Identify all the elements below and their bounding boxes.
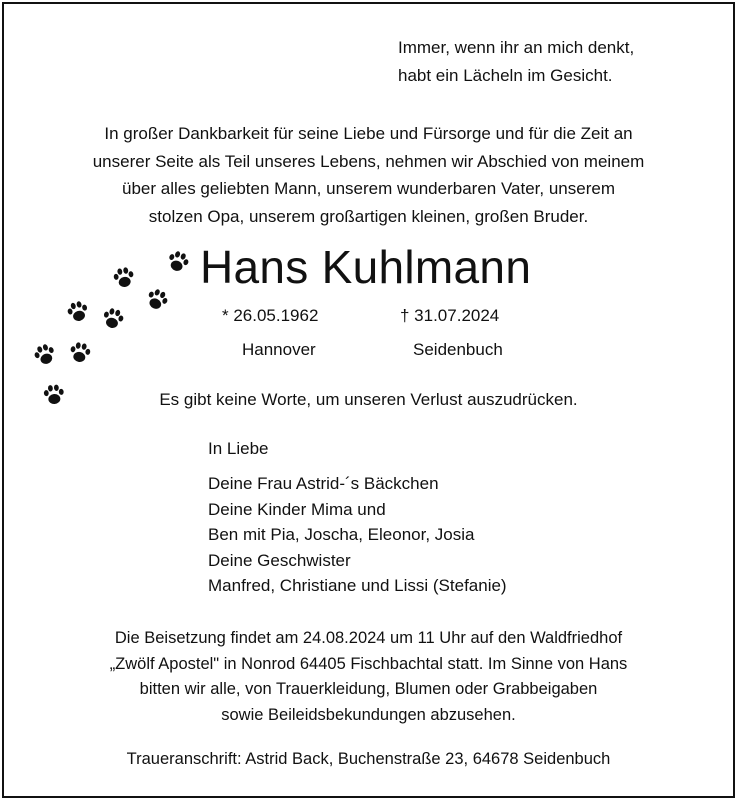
family-line: Deine Kinder Mima und	[208, 499, 386, 519]
mourning-address: Traueranschrift: Astrid Back, Buchenstraße 23, 64678 Seidenbuch	[126, 750, 611, 768]
in-love-label: In Liebe	[208, 439, 269, 458]
paw-print-icon	[98, 304, 127, 333]
motto-line: habt ein Lächeln im Gesicht.	[398, 66, 613, 85]
funeral-line: bitten wir alle, von Trauerkleidung, Blumen oder Grabbeigaben	[139, 680, 598, 698]
death-place: Seidenbuch	[413, 340, 503, 359]
intro-text	[24, 120, 713, 230]
paw-print-icon	[30, 340, 61, 371]
intro-line: stolzen Opa, unserem großartigen kleinen, großen Bruder.	[148, 206, 589, 226]
paw-print-icon	[66, 339, 94, 367]
paw-print-icon	[110, 264, 138, 292]
paw-print-icon	[63, 297, 92, 326]
intro-line: In großer Dankbarkeit für seine Liebe und Fürsorge und für die Zeit an	[104, 124, 633, 143]
funeral-line: sowie Beileidsbekundungen abzusehen.	[221, 705, 516, 724]
death-date: † 31.07.2024	[400, 306, 500, 325]
birth-date: * 26.05.1962	[222, 306, 319, 325]
family-line: Deine Geschwister	[208, 550, 351, 570]
paw-print-icon	[141, 284, 173, 316]
family-line: Deine Frau Astrid-´s Bäckchen	[208, 474, 439, 493]
family-list	[208, 471, 507, 599]
family-line: Manfred, Christiane und Lissi (Stefanie)	[208, 576, 507, 596]
funeral-line: Die Beisetzung findet am 24.08.2024 um 11 Uhr auf den Waldfriedhof	[114, 629, 623, 647]
funeral-line: „Zwölf Apostel" in Nonrod 64405 Fischbachtal statt. Im Sinne von Hans	[109, 654, 628, 673]
intro-line: über alles geliebten Mann, unserem wunderbaren Vater, unserem	[122, 179, 615, 198]
motto-line: Immer, wenn ihr an mich denkt,	[398, 38, 635, 57]
family-line: Ben mit Pia, Joscha, Eleonor, Josia	[208, 525, 475, 545]
quote-text: Es gibt keine Worte, um unseren Verlust auszudrücken.	[159, 390, 578, 409]
intro-line: unserer Seite als Teil unseres Lebens, nehmen wir Abschied von meinem	[92, 151, 645, 171]
funeral-info	[24, 626, 713, 728]
obituary-notice	[2, 2, 735, 798]
deceased-name: Hans Kuhlmann	[200, 241, 532, 293]
birth-place: Hannover	[242, 340, 316, 359]
motto-verse	[398, 34, 634, 90]
paw-print-icon	[163, 247, 194, 278]
